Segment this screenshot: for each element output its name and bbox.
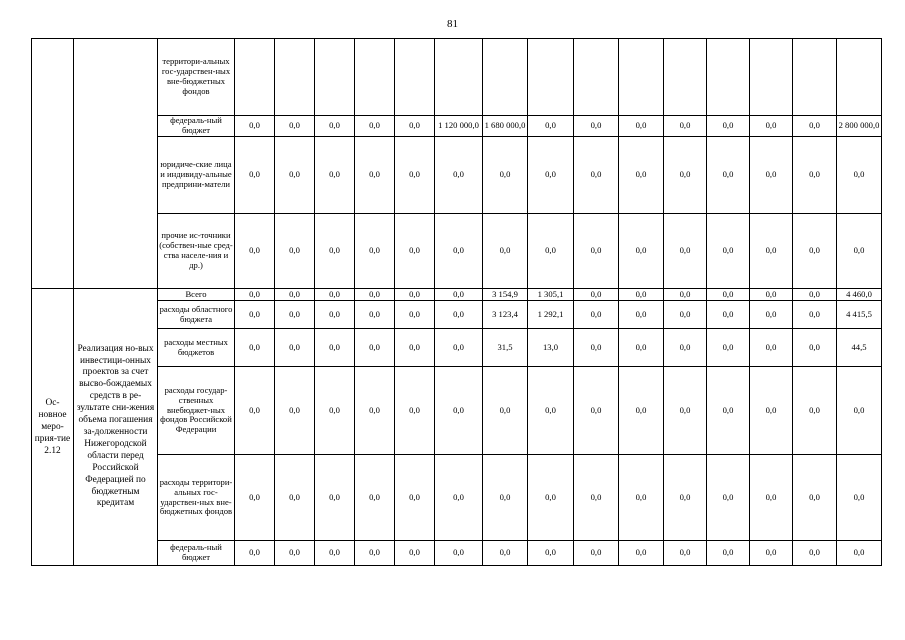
value-cell: 0,0 — [235, 455, 275, 541]
value-cell: 0,0 — [837, 367, 882, 455]
value-cell: 0,0 — [574, 116, 619, 137]
value-cell: 0,0 — [315, 214, 355, 289]
table-row — [32, 289, 882, 301]
value-cell: 0,0 — [483, 214, 528, 289]
value-cell — [355, 39, 395, 116]
table-row — [32, 367, 882, 455]
value-cell: 0,0 — [574, 137, 619, 214]
funding-source-cell: федераль-ный бюджет — [158, 116, 235, 137]
value-cell: 0,0 — [275, 541, 315, 566]
value-cell: 0,0 — [793, 455, 837, 541]
value-cell: 0,0 — [528, 367, 574, 455]
value-cell: 3 154,9 — [483, 289, 528, 301]
value-cell: 0,0 — [435, 214, 483, 289]
value-cell: 0,0 — [528, 214, 574, 289]
value-cell: 0,0 — [793, 541, 837, 566]
value-cell: 0,0 — [619, 367, 664, 455]
funding-source-cell: юридиче-ские лица и индивиду-альные предприни-матели — [158, 137, 235, 214]
value-cell: 0,0 — [707, 301, 750, 329]
value-cell: 0,0 — [793, 329, 837, 367]
value-cell: 0,0 — [395, 214, 435, 289]
value-cell: 0,0 — [574, 455, 619, 541]
value-cell: 0,0 — [619, 137, 664, 214]
value-cell — [793, 39, 837, 116]
value-cell: 0,0 — [664, 455, 707, 541]
value-cell: 0,0 — [355, 541, 395, 566]
value-cell: 0,0 — [483, 367, 528, 455]
value-cell: 0,0 — [664, 367, 707, 455]
table-row — [32, 116, 882, 137]
value-cell: 31,5 — [483, 329, 528, 367]
value-cell: 0,0 — [707, 137, 750, 214]
value-cell: 0,0 — [355, 289, 395, 301]
activity-code-cell — [32, 39, 74, 289]
page-number: 81 — [447, 18, 458, 30]
value-cell: 0,0 — [619, 541, 664, 566]
value-cell: 0,0 — [435, 289, 483, 301]
value-cell: 0,0 — [528, 137, 574, 214]
value-cell: 4 460,0 — [837, 289, 882, 301]
value-cell: 0,0 — [395, 289, 435, 301]
value-cell: 0,0 — [664, 541, 707, 566]
value-cell: 0,0 — [664, 289, 707, 301]
value-cell: 0,0 — [574, 541, 619, 566]
value-cell: 0,0 — [750, 289, 793, 301]
value-cell: 0,0 — [707, 116, 750, 137]
value-cell: 0,0 — [574, 367, 619, 455]
table-row — [32, 329, 882, 367]
value-cell: 0,0 — [355, 301, 395, 329]
value-cell: 0,0 — [793, 214, 837, 289]
value-cell: 0,0 — [837, 541, 882, 566]
value-cell: 0,0 — [837, 137, 882, 214]
value-cell — [574, 39, 619, 116]
value-cell: 0,0 — [235, 301, 275, 329]
value-cell — [837, 39, 882, 116]
value-cell: 0,0 — [837, 214, 882, 289]
value-cell: 0,0 — [793, 137, 837, 214]
activity-code-cell: Ос-новное меро-прия-тие 2.12 — [32, 289, 74, 566]
value-cell: 2 800 000,0 — [837, 116, 882, 137]
activity-name-cell — [74, 39, 158, 289]
value-cell: 0,0 — [750, 541, 793, 566]
value-cell: 0,0 — [664, 329, 707, 367]
value-cell — [664, 39, 707, 116]
activity-name-cell: Реализация но-вых инвестици-онных проектов за счет высво-бождаемых средств в ре-зультате сни-жения объема погашения за-долженности Нижегородской области перед Российской Федерацией по бюджетным кредитам — [74, 289, 158, 566]
value-cell — [435, 39, 483, 116]
value-cell: 0,0 — [315, 137, 355, 214]
value-cell: 0,0 — [528, 116, 574, 137]
value-cell: 0,0 — [315, 455, 355, 541]
funding-source-cell: расходы местных бюджетов — [158, 329, 235, 367]
value-cell: 0,0 — [664, 301, 707, 329]
value-cell: 0,0 — [707, 541, 750, 566]
value-cell: 0,0 — [707, 214, 750, 289]
value-cell: 0,0 — [235, 116, 275, 137]
value-cell: 0,0 — [275, 329, 315, 367]
funding-source-cell: федераль-ный бюджет — [158, 541, 235, 566]
value-cell: 0,0 — [619, 289, 664, 301]
value-cell: 0,0 — [619, 455, 664, 541]
value-cell: 0,0 — [664, 116, 707, 137]
value-cell: 0,0 — [435, 455, 483, 541]
value-cell — [528, 39, 574, 116]
value-cell: 0,0 — [574, 289, 619, 301]
value-cell — [275, 39, 315, 116]
value-cell: 0,0 — [619, 214, 664, 289]
value-cell: 0,0 — [315, 367, 355, 455]
value-cell — [315, 39, 355, 116]
value-cell: 0,0 — [574, 301, 619, 329]
value-cell: 0,0 — [619, 116, 664, 137]
value-cell: 0,0 — [315, 116, 355, 137]
value-cell: 0,0 — [619, 301, 664, 329]
table-row — [32, 541, 882, 566]
table-row — [32, 39, 882, 116]
value-cell: 0,0 — [315, 541, 355, 566]
value-cell: 0,0 — [707, 329, 750, 367]
value-cell: 0,0 — [793, 301, 837, 329]
value-cell: 1 680 000,0 — [483, 116, 528, 137]
value-cell — [707, 39, 750, 116]
value-cell: 0,0 — [664, 214, 707, 289]
value-cell: 0,0 — [483, 137, 528, 214]
value-cell — [235, 39, 275, 116]
value-cell: 0,0 — [435, 367, 483, 455]
funding-source-cell: прочие ис-точники (собствен-ные сред-ства населе-ния и др.) — [158, 214, 235, 289]
value-cell: 44,5 — [837, 329, 882, 367]
value-cell — [395, 39, 435, 116]
value-cell: 0,0 — [574, 214, 619, 289]
value-cell: 0,0 — [707, 455, 750, 541]
value-cell: 0,0 — [355, 116, 395, 137]
table-row — [32, 214, 882, 289]
value-cell: 0,0 — [275, 116, 315, 137]
value-cell — [483, 39, 528, 116]
value-cell: 0,0 — [793, 289, 837, 301]
table-row — [32, 301, 882, 329]
value-cell: 0,0 — [483, 455, 528, 541]
value-cell: 0,0 — [275, 214, 315, 289]
table-row — [32, 455, 882, 541]
table-row — [32, 137, 882, 214]
value-cell: 0,0 — [395, 329, 435, 367]
value-cell: 0,0 — [528, 541, 574, 566]
value-cell: 0,0 — [235, 329, 275, 367]
value-cell: 0,0 — [235, 541, 275, 566]
value-cell: 0,0 — [528, 455, 574, 541]
value-cell: 0,0 — [750, 116, 793, 137]
value-cell: 0,0 — [395, 455, 435, 541]
value-cell: 0,0 — [837, 455, 882, 541]
value-cell: 0,0 — [355, 455, 395, 541]
funding-source-cell: расходы территори-альных гос-ударствен-ных вне-бюджетных фондов — [158, 455, 235, 541]
value-cell: 0,0 — [435, 329, 483, 367]
value-cell: 0,0 — [275, 289, 315, 301]
value-cell: 0,0 — [235, 214, 275, 289]
funding-source-cell: расходы областного бюджета — [158, 301, 235, 329]
value-cell: 0,0 — [395, 301, 435, 329]
value-cell: 0,0 — [315, 301, 355, 329]
funding-source-cell: расходы государ-ственных внебюджет-ных фондов Российской Федерации — [158, 367, 235, 455]
value-cell: 0,0 — [793, 116, 837, 137]
value-cell: 0,0 — [435, 137, 483, 214]
value-cell: 0,0 — [750, 367, 793, 455]
value-cell: 0,0 — [355, 329, 395, 367]
value-cell: 0,0 — [750, 301, 793, 329]
value-cell — [619, 39, 664, 116]
value-cell: 0,0 — [235, 137, 275, 214]
value-cell — [750, 39, 793, 116]
value-cell: 1 120 000,0 — [435, 116, 483, 137]
value-cell: 0,0 — [793, 367, 837, 455]
value-cell: 0,0 — [315, 289, 355, 301]
value-cell: 0,0 — [435, 301, 483, 329]
value-cell: 0,0 — [395, 116, 435, 137]
value-cell: 1 305,1 — [528, 289, 574, 301]
value-cell: 0,0 — [750, 455, 793, 541]
value-cell: 0,0 — [574, 329, 619, 367]
value-cell: 0,0 — [750, 137, 793, 214]
value-cell: 0,0 — [235, 289, 275, 301]
value-cell: 0,0 — [395, 541, 435, 566]
funding-source-cell: территори-альных гос-ударствен-ных вне-бюджетных фондов — [158, 39, 235, 116]
value-cell: 0,0 — [275, 301, 315, 329]
value-cell: 0,0 — [435, 541, 483, 566]
value-cell: 0,0 — [235, 367, 275, 455]
budget-table — [31, 38, 882, 566]
value-cell: 4 415,5 — [837, 301, 882, 329]
value-cell: 0,0 — [355, 367, 395, 455]
value-cell: 0,0 — [707, 367, 750, 455]
value-cell: 0,0 — [483, 541, 528, 566]
value-cell: 0,0 — [395, 137, 435, 214]
value-cell: 0,0 — [750, 214, 793, 289]
value-cell: 3 123,4 — [483, 301, 528, 329]
value-cell: 0,0 — [275, 137, 315, 214]
value-cell: 0,0 — [275, 367, 315, 455]
value-cell: 0,0 — [619, 329, 664, 367]
value-cell: 0,0 — [750, 329, 793, 367]
value-cell: 0,0 — [395, 367, 435, 455]
value-cell: 0,0 — [355, 137, 395, 214]
value-cell: 0,0 — [315, 329, 355, 367]
value-cell: 0,0 — [664, 137, 707, 214]
value-cell: 1 292,1 — [528, 301, 574, 329]
value-cell: 13,0 — [528, 329, 574, 367]
funding-source-cell: Всего — [158, 289, 235, 301]
value-cell: 0,0 — [275, 455, 315, 541]
value-cell: 0,0 — [707, 289, 750, 301]
value-cell: 0,0 — [355, 214, 395, 289]
